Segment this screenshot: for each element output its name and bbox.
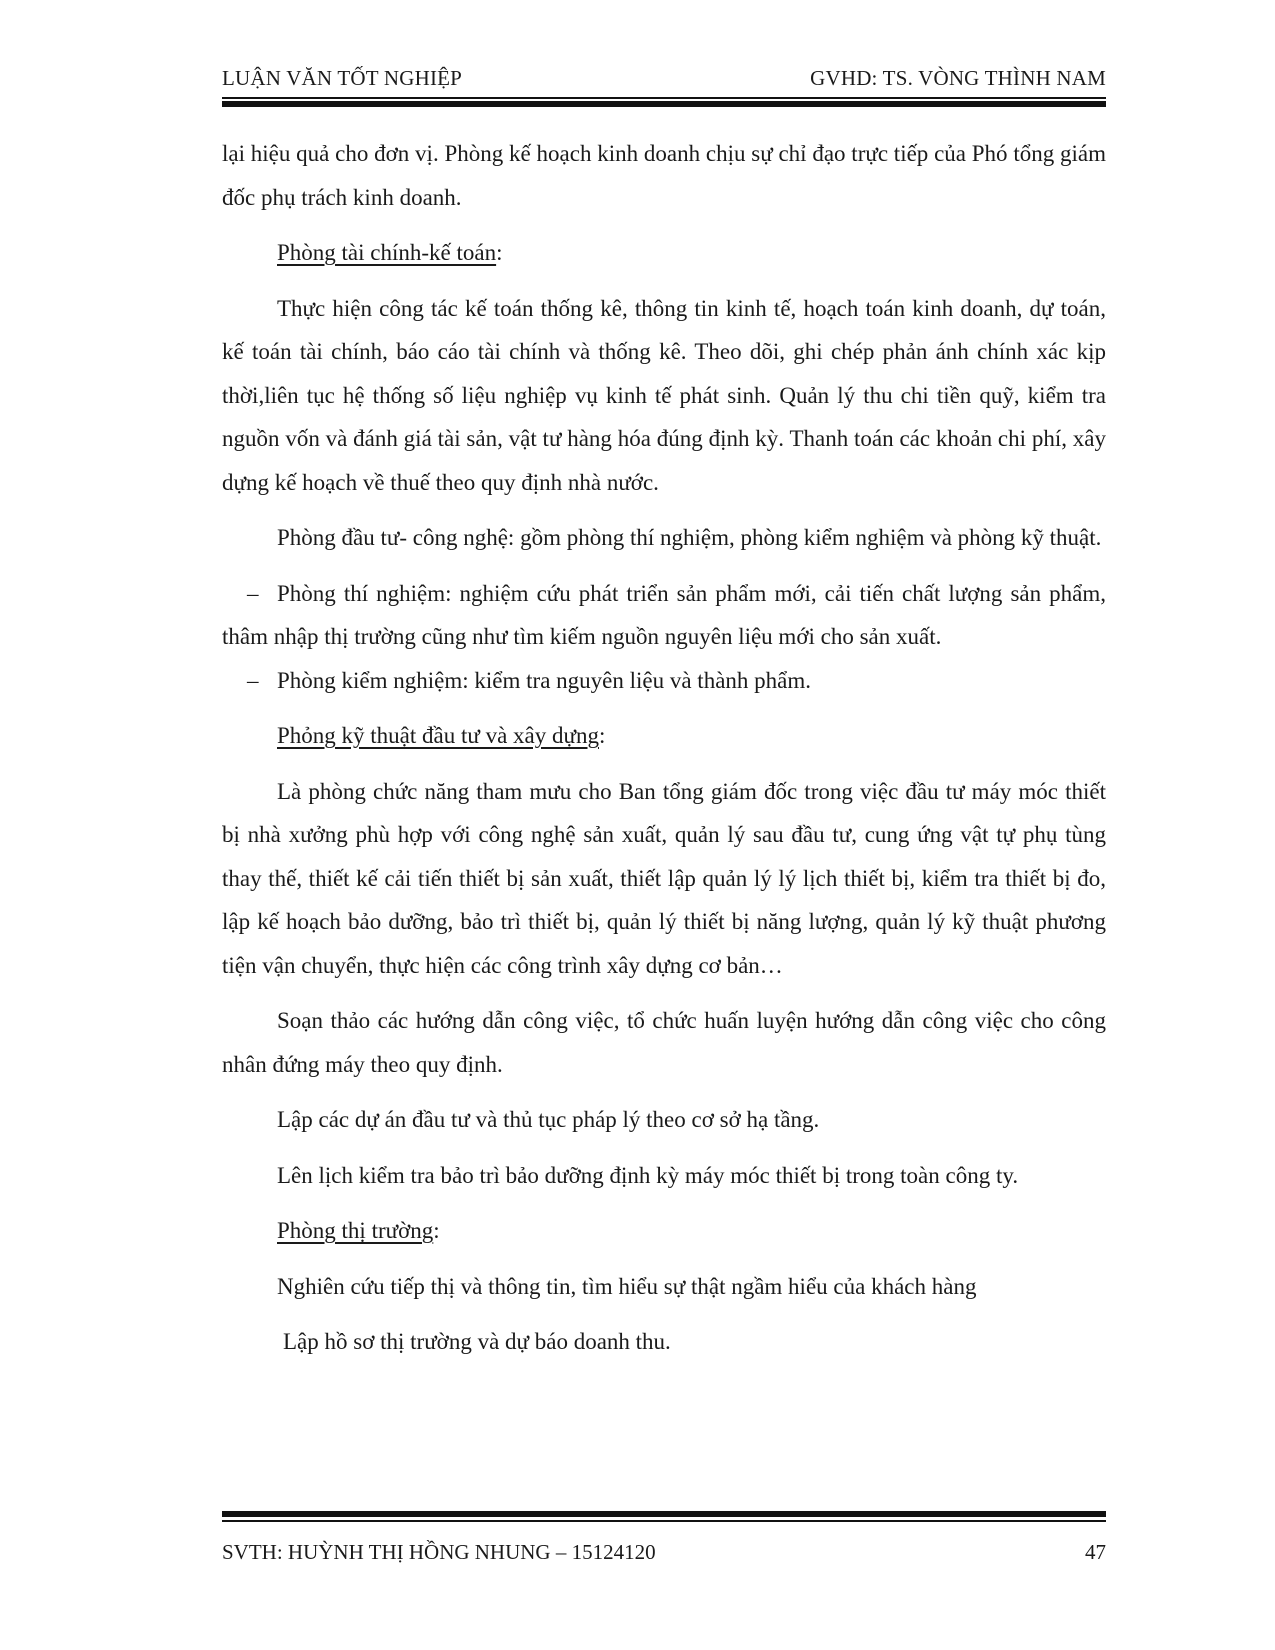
header-thesis-title: LUẬN VĂN TỐT NGHIỆP [222,66,463,90]
footer-rule-thin [222,1520,1106,1522]
page-header [222,66,1106,96]
paragraph-schedule: Lên lịch kiểm tra bảo trì bảo dưỡng định kỳ máy móc thiết bị trong toàn công ty. [277,1162,1019,1188]
bullet-lab-text: Phòng thí nghiệm: nghiệm cứu phát triển sản phẩm mới, cải tiến chất lượng sản phẩm, thâm nhập thị trường cũng như tìm kiếm nguồn nguyên liệu mới cho sản xuất. [222,580,1106,649]
page-number: 47 [1085,1540,1106,1564]
paragraph-finance: Thực hiện công tác kế toán thống kê, thông tin kinh tế, hoạch toán kinh doanh, dự toán, kế toán tài chính, báo cáo tài chính và thống kê. Theo dõi, ghi chép phản ánh chính xác kịp thời,liên tục hệ thống số liệu nghiệp vụ kinh tế phát sinh. Quản lý thu chi tiền quỹ, kiểm tra nguồn vốn và đánh giá tài sản, vật tư hàng hóa đúng định kỳ. Thanh toán các khoản chi phí, xây dựng kế hoạch về thuế theo quy định nhà nước. [222,295,1106,495]
header-rule-thin [222,97,1106,99]
header-rule-thick [222,101,1106,107]
bullet-testing-text: Phòng kiểm nghiệm: kiểm tra nguyên liệu và thành phẩm. [277,667,812,693]
heading-finance-colon: : [496,240,503,265]
bullet-lab [222,572,1106,659]
bullet-dash: – [247,580,259,606]
bullet-testing [222,659,1106,703]
paragraph-forecast: Lập hồ sơ thị trường và dự báo doanh thu. [283,1329,671,1354]
paragraph-investment: Phòng đầu tư- công nghệ: gồm phòng thí nghiệm, phòng kiểm nghiệm và phòng kỹ thuật. [277,525,1102,550]
heading-market-colon: : [433,1218,440,1243]
heading-tech-text: Phỏng kỹ thuật đầu tư và xây dựng [277,723,599,748]
paragraph-guide: Soạn thảo các hướng dẫn công việc, tổ chức huấn luyện hướng dẫn công việc cho công nhân đứng máy theo quy định. [222,1008,1106,1077]
heading-tech [222,714,1106,758]
heading-finance [222,231,1106,275]
header-advisor: GVHD: TS. VÒNG THÌNH NAM [810,66,1106,90]
paragraph-project: Lập các dự án đầu tư và thủ tục pháp lý theo cơ sở hạ tầng. [277,1107,820,1132]
page-body [222,132,1106,1364]
paragraph-research: Nghiên cứu tiếp thị và thông tin, tìm hiểu sự thật ngầm hiểu của khách hàng [277,1273,977,1299]
paragraph-tech: Là phòng chức năng tham mưu cho Ban tổng giám đốc trong việc đầu tư máy móc thiết bị nhà xưởng phù hợp với công nghệ sản xuất, quản lý sau đầu tư, cung ứng vật tự phụ tùng thay thế, thiết kế cải tiến thiết bị sản xuất, thiết lập quản lý lý lịch thiết bị, kiểm tra thiết bị đo, lập kế hoạch bảo dưỡng, bảo trì thiết bị, quản lý thiết bị năng lượng, quản lý kỹ thuật phương tiện vận chuyển, thực hiện các công trình xây dựng cơ bản… [222,778,1106,978]
bullet-dash: – [247,667,259,693]
heading-market [222,1209,1106,1253]
heading-tech-colon: : [598,723,606,748]
page-footer [222,1540,1106,1570]
paragraph-continuation: lại hiệu quả cho đơn vị. Phòng kế hoạch kinh doanh chịu sự chỉ đạo trực tiếp của Phó tổng giám đốc phụ trách kinh doanh. [222,141,1106,210]
footer-student: SVTH: HUỲNH THỊ HỒNG NHUNG – 15124120 [222,1540,656,1564]
heading-market-text: Phòng thị trường [277,1218,434,1243]
footer-rule-thick [222,1511,1106,1517]
heading-finance-text: Phòng tài chính-kế toán [277,240,497,265]
